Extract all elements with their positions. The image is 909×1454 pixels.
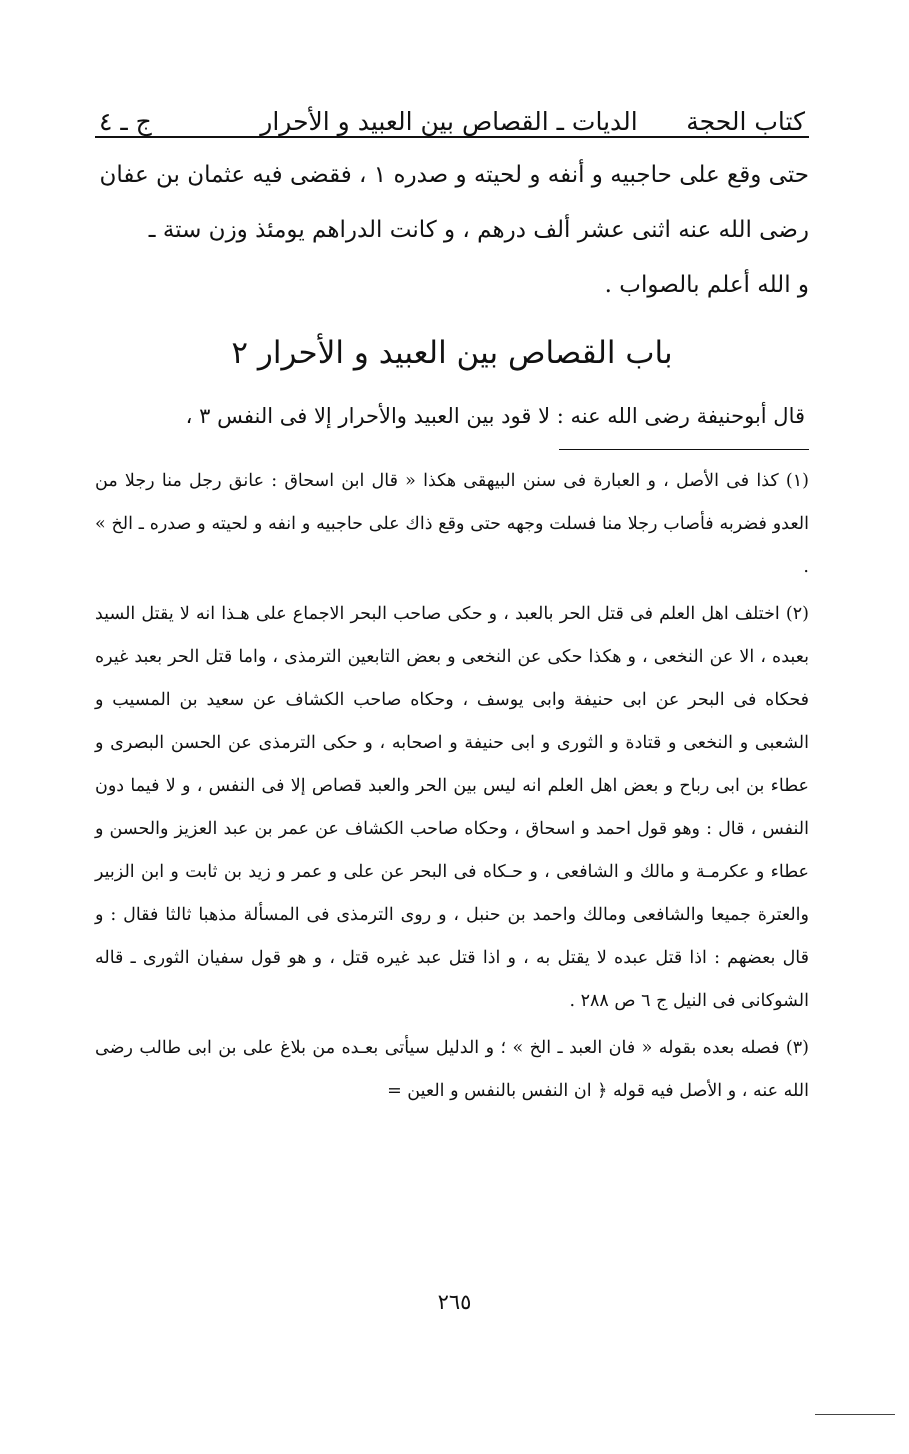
footnote-1: (١) كذا فى الأصل ، و العبارة فى سنن البيهقى هكذا « قال ابن اسحاق : عانق رجل منا رجلا من العدو فضربه فأصاب رجلا منا فسلت وجهه حتى وقع ذاك على حاجبيه و انفه و لحيته و صدره ـ الخ » . bbox=[95, 471, 809, 577]
header-volume: ج ـ ٤ bbox=[99, 107, 152, 136]
header-book-title: كتاب الحجة bbox=[686, 107, 805, 136]
footnotes bbox=[95, 460, 809, 1113]
chapter-heading: باب القصاص بين العبيد و الأحرار ٢ bbox=[231, 335, 673, 371]
scan-edge-mark bbox=[815, 1414, 895, 1415]
running-header bbox=[95, 96, 809, 138]
page-number: ٢٦٥ bbox=[437, 1290, 472, 1314]
main-text bbox=[95, 148, 809, 313]
text-line: و الله أعلم بالصواب . bbox=[604, 272, 809, 298]
footnote-divider bbox=[559, 449, 809, 450]
book-page bbox=[95, 96, 809, 1117]
text-line: رضى الله عنه اثنى عشر ألف درهم ، و كانت الدراهم يومئذ وزن ستة ـ bbox=[148, 217, 809, 243]
opening-quote: قال أبوحنيفة رضى الله عنه : لا قود بين العبيد والأحرار إلا فى النفس ٣ ، bbox=[185, 404, 805, 428]
footnote-2: (٢) اختلف اهل العلم فى قتل الحر بالعبد ، و حكى صاحب البحر الاجماع على هـذا انه لا يقتل السيد بعبده ، الا عن النخعى ، و هكذا حكى عن النخعى و بعض التابعين الترمذى ، واما قتل الحر بعبد غيره فحكاه فى البحر عن ابى حنيفة وابى يوسف ، وحكاه صاحب الكشاف عن سعيد بن المسيب و الشعبى و النخعى و قتادة و الثورى و ابى حنيفة و اصحابه ، و حكى الترمذى عن الحسن البصرى و عطاء بن ابى رباح و بعض اهل العلم انه ليس بين الحر والعبد قصاص إلا فى النفس ، و لا فيما دون النفس ، قال : وهو قول احمد و اسحاق ، وحكاه صاحب الكشاف عن عمر بن عبد العزيز والحسن و عطاء و عكرمـة و مالك و الشافعى ، و حـكاه فى البحر عن على و عمر و زيد بن ثابت و ابن الزبير والعترة جميعا والشافعى ومالك واحمد بن حنبل ، و روى الترمذى فى المسألة مذهبا ثالثا فقال : و قال بعضهم : اذا قتل عبده لا يقتل به ، و اذا قتل عبد غيره قتل ، و هو قول سفيان الثورى ـ قاله الشوكانى فى النيل ج ٦ ص ٢٨٨ . bbox=[95, 604, 809, 1011]
footnote-3: (٣) فصله بعده بقوله « فان العبد ـ الخ » ؛ و الدليل سيأتى بعـده من بلاغ على بن ابى طالب رضى الله عنه ، و الأصل فيه قوله ﴿ ان النفس بالنفس و العين = bbox=[95, 1038, 809, 1101]
header-chapter-title: الديات ـ القصاص بين العبيد و الأحرار bbox=[260, 107, 638, 136]
text-line: حتى وقع على حاجبيه و أنفه و لحيته و صدره ١ ، فقضى فيه عثمان بن عفان bbox=[99, 162, 809, 188]
